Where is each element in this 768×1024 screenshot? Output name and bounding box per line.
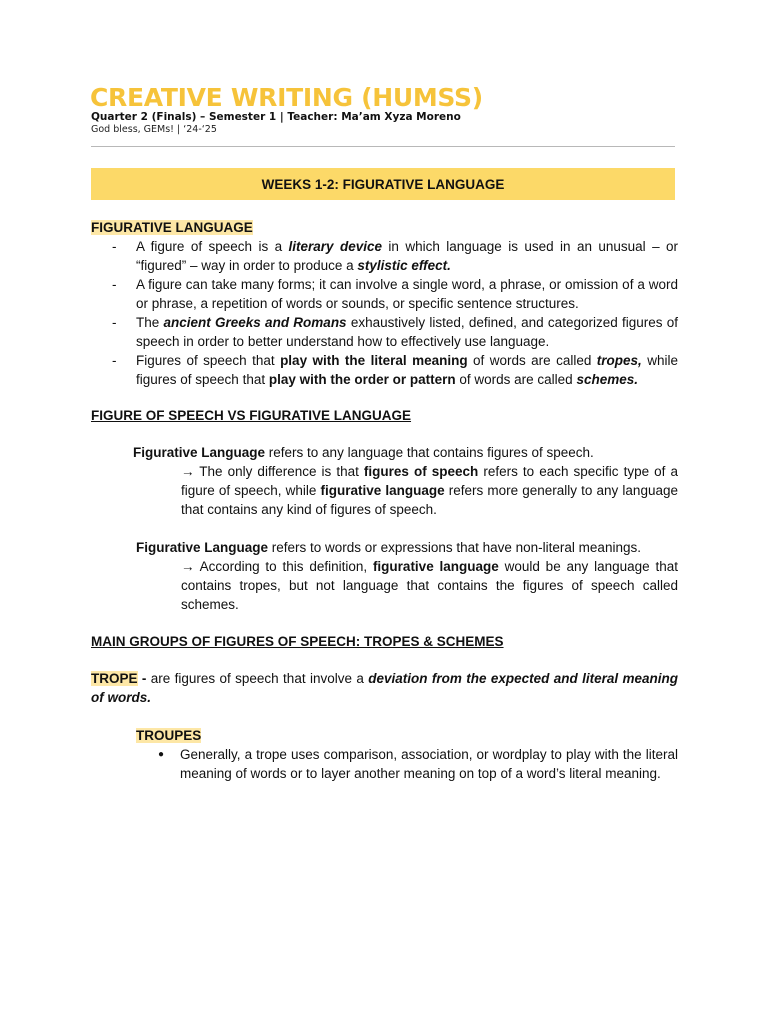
subheading-troupes [136, 726, 201, 745]
trope-definition: TROPE - are figures of speech that involve a deviation from the expected and literal meaning of words. [91, 671, 678, 705]
definition-1: Figurative Language refers to any language that contains figures of speech. [133, 445, 594, 460]
list-item: - A figure of speech is a literary device in which language is used in an unusual – or “figured” – way in order to produce a stylistic effect. [112, 237, 678, 275]
definition-2-note: → According to this definition, figurative language would be any language that contains tropes, but not language that contains the figures of speech called schemes. [181, 559, 678, 612]
document-subtitle: Quarter 2 (Finals) – Semester 1 | Teacher: Ma’am Xyza Moreno [91, 111, 461, 123]
header-divider [91, 146, 675, 147]
list-item: - A figure can take many forms; it can involve a single word, a phrase, or omission of a word or phrase, a repetition of words or sounds, or specific sentence structures. [112, 275, 678, 313]
subheading-text: TROUPES [136, 728, 202, 743]
section-heading-figure-vs-language: FIGURE OF SPEECH VS FIGURATIVE LANGUAGE [91, 408, 412, 423]
document-title: CREATIVE WRITING (HUMSS) [90, 83, 483, 112]
list-item: - The ancient Greeks and Romans exhaustively listed, defined, and categorized figures of speech in order to better understand how to effectively use language. [112, 313, 678, 351]
definition-2: Figurative Language refers to words or expressions that have non-literal meanings. [136, 540, 641, 555]
section-heading-text: FIGURATIVE LANGUAGE [91, 220, 253, 235]
figurative-language-list [112, 237, 678, 389]
troupes-list [156, 745, 678, 783]
definition-1-note: → The only difference is that figures of speech refers to each specific type of a figure of speech, while figurative language refers more generally to any language that contains any kind of figures of speech. [181, 464, 678, 517]
weeks-banner [91, 168, 675, 200]
section-heading-tropes-schemes: MAIN GROUPS OF FIGURES OF SPEECH: TROPES & SCHEMES [91, 634, 504, 649]
weeks-banner-text: WEEKS 1-2: FIGURATIVE LANGUAGE [261, 176, 505, 192]
document-tagline: God bless, GEMs! | ‘24-‘25 [91, 124, 217, 135]
list-item: ● Generally, a trope uses comparison, association, or wordplay to play with the literal meaning of words or to layer another meaning on top of a word’s literal meaning. [156, 745, 678, 783]
section-heading-figurative-language [91, 218, 253, 237]
list-item: - Figures of speech that play with the literal meaning of words are called tropes, while figures of speech that play with the order or pattern of words are called schemes. [112, 351, 678, 389]
